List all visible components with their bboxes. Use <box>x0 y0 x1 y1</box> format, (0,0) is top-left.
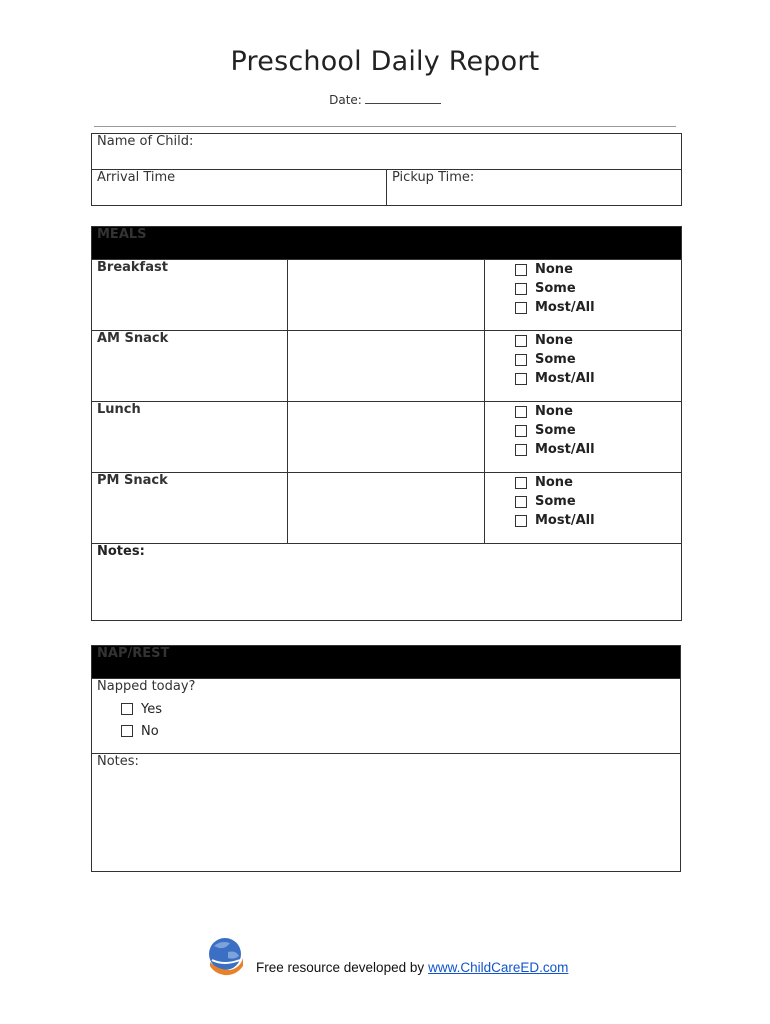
meal-row-pm-snack <box>92 473 682 544</box>
name-of-child-label: Name of Child: <box>97 134 194 149</box>
meal-entry-lunch[interactable] <box>288 402 485 473</box>
meal-label-lunch: Lunch <box>92 402 288 473</box>
option-label: Most/All <box>535 300 595 315</box>
meals-heading: MEALS <box>92 227 682 260</box>
checkbox-icon[interactable] <box>515 302 527 314</box>
nap-question-cell <box>92 679 681 754</box>
childcareed-globe-logo-icon <box>206 936 246 976</box>
nap-notes-label: Notes: <box>97 754 139 769</box>
meals-notes-field[interactable] <box>92 544 682 621</box>
meal-options-lunch <box>485 402 682 473</box>
option-some[interactable] <box>515 279 676 298</box>
meal-label-pm-snack: PM Snack <box>92 473 288 544</box>
option-label: Some <box>535 423 576 438</box>
arrival-time-field[interactable] <box>92 170 387 206</box>
option-label: Some <box>535 494 576 509</box>
checkbox-icon[interactable] <box>515 335 527 347</box>
option-none[interactable] <box>515 402 676 421</box>
meals-notes-label: Notes: <box>97 544 145 559</box>
meal-row-lunch <box>92 402 682 473</box>
childcareed-link[interactable]: www.ChildCareED.com <box>428 960 569 975</box>
checkbox-icon[interactable] <box>515 406 527 418</box>
checkbox-icon[interactable] <box>515 515 527 527</box>
pickup-time-field[interactable] <box>387 170 682 206</box>
date-label: Date: <box>329 93 362 107</box>
option-label: No <box>141 723 159 739</box>
option-most-all[interactable] <box>515 298 676 317</box>
name-of-child-field[interactable] <box>92 134 682 170</box>
meal-entry-am-snack[interactable] <box>288 331 485 402</box>
checkbox-icon[interactable] <box>515 496 527 508</box>
option-label: Some <box>535 352 576 367</box>
option-label: Most/All <box>535 371 595 386</box>
page-title: Preschool Daily Report <box>230 46 540 77</box>
meal-row-breakfast <box>92 260 682 331</box>
checkbox-icon[interactable] <box>121 703 133 715</box>
meal-entry-breakfast[interactable] <box>288 260 485 331</box>
meal-entry-pm-snack[interactable] <box>288 473 485 544</box>
option-some[interactable] <box>515 350 676 369</box>
option-most-all[interactable] <box>515 440 676 459</box>
meal-label-breakfast: Breakfast <box>92 260 288 331</box>
option-label: None <box>535 404 573 419</box>
arrival-time-label: Arrival Time <box>97 170 176 185</box>
option-most-all[interactable] <box>515 369 676 388</box>
option-most-all[interactable] <box>515 511 676 530</box>
checkbox-icon[interactable] <box>515 425 527 437</box>
option-no[interactable] <box>121 720 675 742</box>
checkbox-icon[interactable] <box>515 354 527 366</box>
checkbox-icon[interactable] <box>515 477 527 489</box>
child-info-table <box>91 133 682 206</box>
option-label: None <box>535 333 573 348</box>
nap-table <box>91 645 681 872</box>
option-label: Most/All <box>535 442 595 457</box>
footer <box>206 932 568 976</box>
checkbox-icon[interactable] <box>121 725 133 737</box>
option-label: None <box>535 262 573 277</box>
meal-row-am-snack <box>92 331 682 402</box>
option-label: Most/All <box>535 513 595 528</box>
footer-credit <box>256 960 568 976</box>
date-blank-field[interactable] <box>365 103 441 104</box>
meal-label-am-snack: AM Snack <box>92 331 288 402</box>
option-none[interactable] <box>515 331 676 350</box>
option-label: Yes <box>141 701 162 717</box>
option-label: None <box>535 475 573 490</box>
meal-options-breakfast <box>485 260 682 331</box>
meals-table <box>91 226 682 621</box>
checkbox-icon[interactable] <box>515 264 527 276</box>
option-yes[interactable] <box>121 698 675 720</box>
option-some[interactable] <box>515 421 676 440</box>
header-divider <box>94 126 676 127</box>
meal-options-am-snack <box>485 331 682 402</box>
nap-options <box>97 698 675 742</box>
checkbox-icon[interactable] <box>515 283 527 295</box>
nap-question: Napped today? <box>97 679 196 694</box>
option-none[interactable] <box>515 473 676 492</box>
checkbox-icon[interactable] <box>515 444 527 456</box>
checkbox-icon[interactable] <box>515 373 527 385</box>
nap-heading: NAP/REST <box>92 646 681 679</box>
option-label: Some <box>535 281 576 296</box>
option-none[interactable] <box>515 260 676 279</box>
date-line <box>0 93 770 107</box>
option-some[interactable] <box>515 492 676 511</box>
nap-notes-field[interactable] <box>92 754 681 872</box>
pickup-time-label: Pickup Time: <box>392 170 475 185</box>
footer-text: Free resource developed by <box>256 960 425 975</box>
meal-options-pm-snack <box>485 473 682 544</box>
